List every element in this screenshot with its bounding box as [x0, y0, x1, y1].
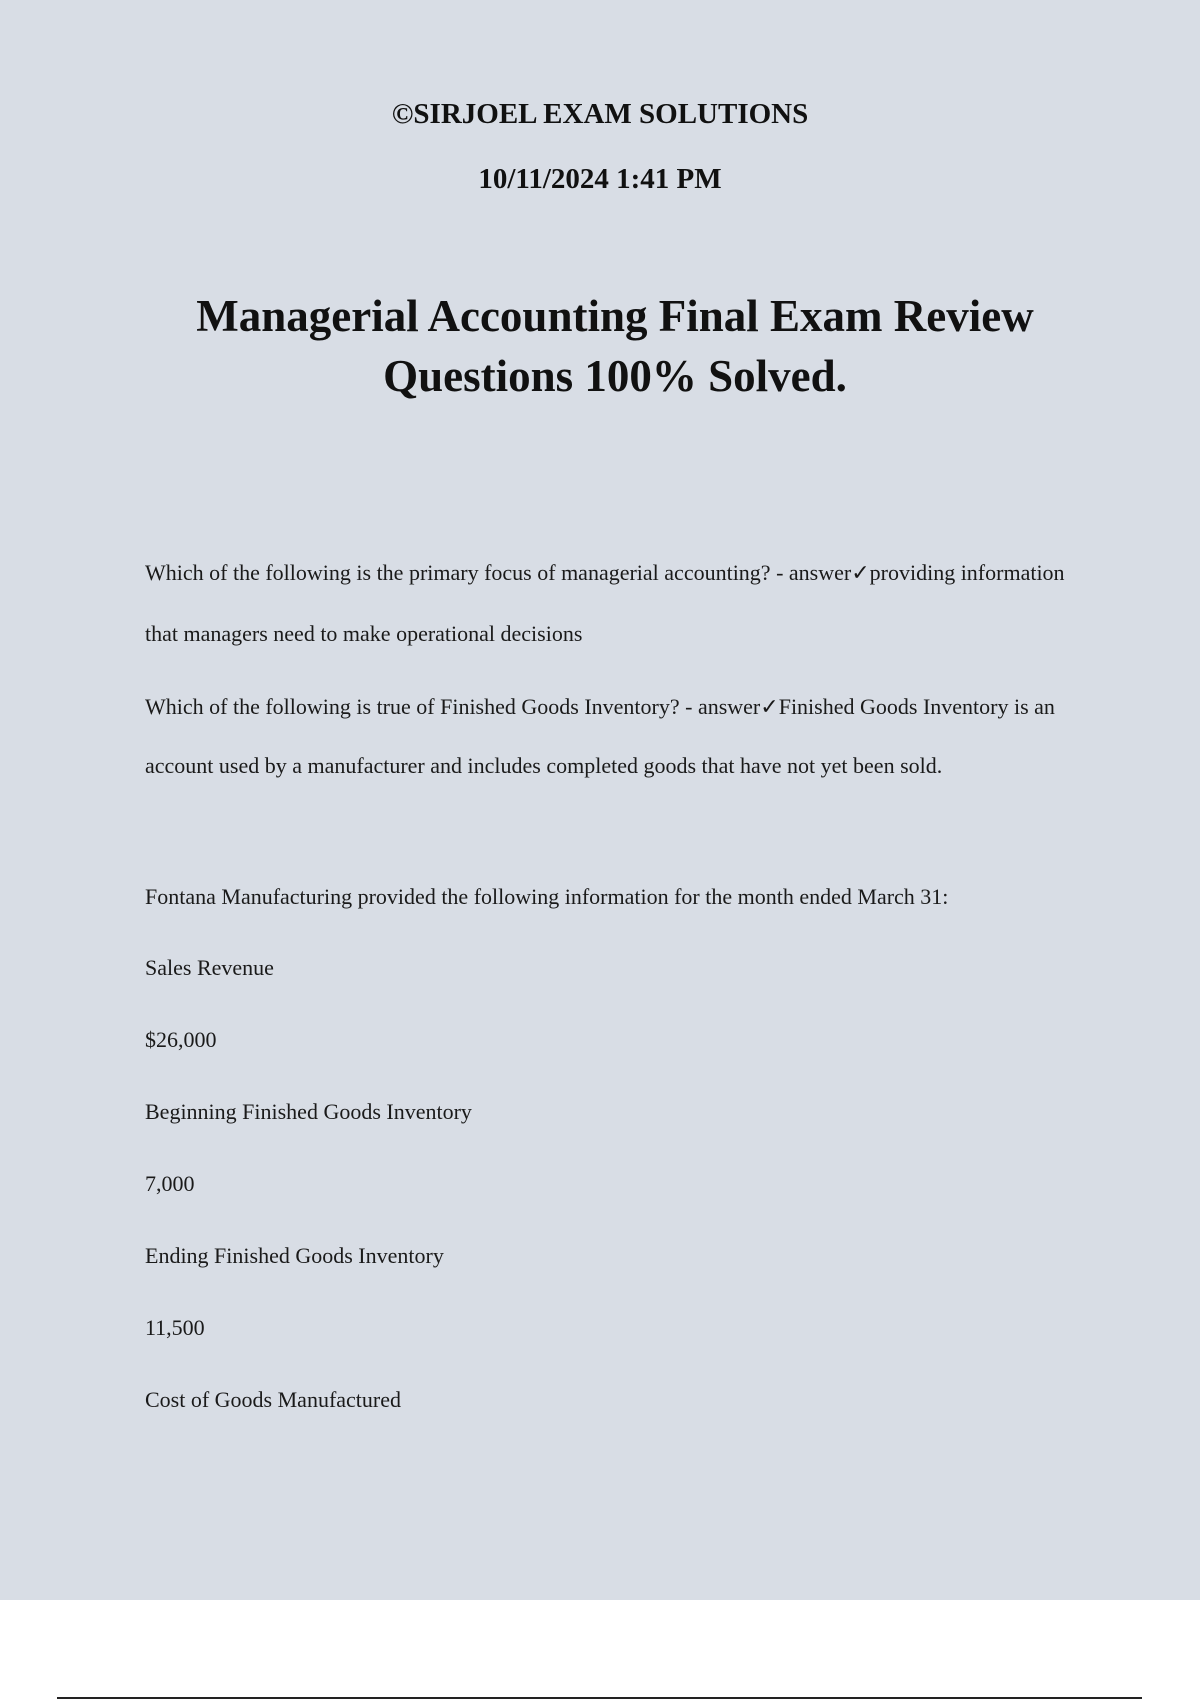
- answer-text: Finished Goods Inventory is an account used by a manufacturer and includes completed goods that have not yet been sold.: [145, 694, 1055, 778]
- question-text: Which of the following is the primary focus of managerial accounting? - answer: [145, 560, 852, 585]
- fontana-intro: Fontana Manufacturing provided the following information for the month ended March 31:: [145, 884, 949, 909]
- timestamp-header: 10/11/2024 1:41 PM: [478, 163, 722, 195]
- item-value-ending-fg-inventory: 11,500: [145, 1315, 205, 1340]
- qa-item-1: [145, 542, 1085, 664]
- qa-item-2: [145, 677, 1085, 795]
- item-label-sales-revenue: Sales Revenue: [145, 955, 274, 980]
- item-label-beginning-fg-inventory: Beginning Finished Goods Inventory: [145, 1099, 472, 1124]
- document-title: Managerial Accounting Final Exam Review Questions 100% Solved.: [196, 291, 1034, 401]
- item-value-beginning-fg-inventory: 7,000: [145, 1171, 195, 1196]
- item-label-cost-of-goods-manufactured: Cost of Goods Manufactured: [145, 1387, 402, 1412]
- footer-divider: [57, 1697, 1142, 1699]
- checkmark-icon: ✓: [851, 560, 870, 585]
- question-text: Which of the following is true of Finished Goods Inventory? - answer: [145, 694, 761, 719]
- checkmark-icon: ✓: [760, 694, 779, 719]
- copyright-header: ©SIRJOEL EXAM SOLUTIONS: [391, 98, 809, 130]
- answer-text: providing information that managers need to make operational decisions: [145, 560, 1065, 646]
- item-value-sales-revenue: $26,000: [145, 1027, 217, 1052]
- item-label-ending-fg-inventory: Ending Finished Goods Inventory: [145, 1243, 444, 1268]
